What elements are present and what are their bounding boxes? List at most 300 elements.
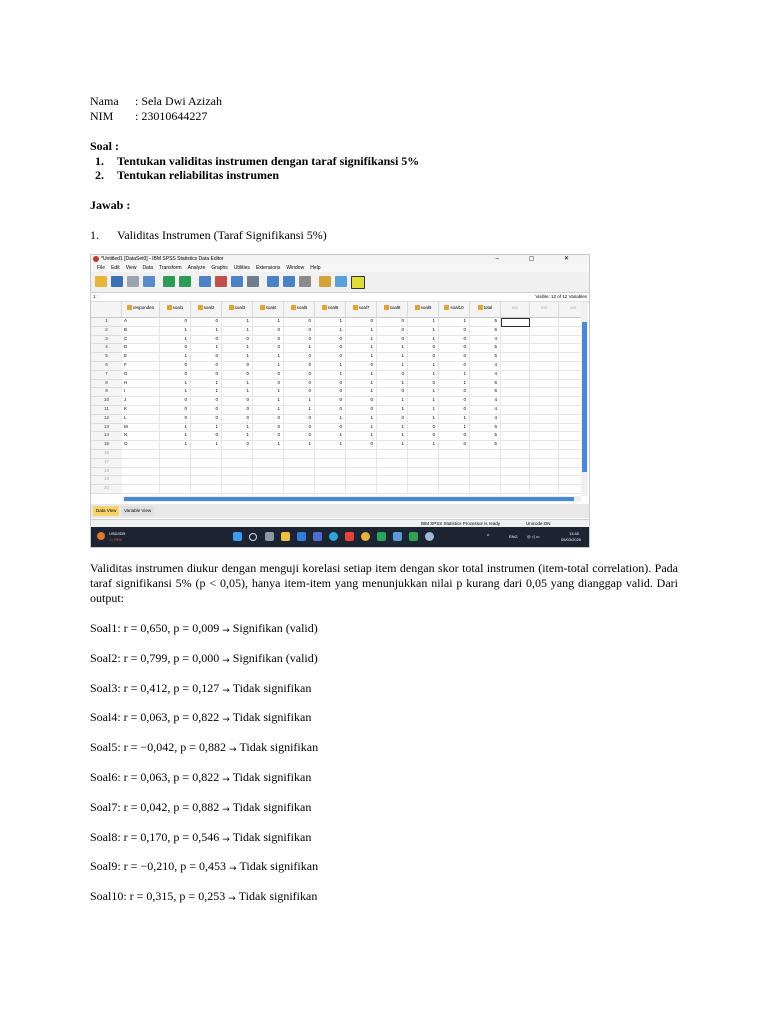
table-cell[interactable]: 0 <box>408 424 439 433</box>
table-cell[interactable]: 1 <box>284 397 315 406</box>
table-cell[interactable]: 0 <box>315 388 346 397</box>
table-cell[interactable] <box>470 485 501 494</box>
table-cell[interactable]: 0 <box>346 406 377 415</box>
table-cell[interactable] <box>315 450 346 459</box>
value-labels-icon[interactable] <box>335 276 347 287</box>
row-number[interactable]: 18 <box>91 468 122 477</box>
table-cell[interactable]: 0 <box>253 432 284 441</box>
row-number[interactable]: 10 <box>91 397 122 406</box>
table-cell[interactable]: 0 <box>346 318 377 327</box>
table-cell[interactable]: N <box>122 432 160 441</box>
table-cell[interactable]: 4 <box>470 371 501 380</box>
chrome-icon[interactable] <box>361 532 370 541</box>
table-cell[interactable] <box>530 397 559 406</box>
table-cell[interactable] <box>501 344 530 353</box>
table-cell[interactable]: 1 <box>253 406 284 415</box>
table-cell[interactable]: J <box>122 397 160 406</box>
table-cell[interactable]: 0 <box>253 371 284 380</box>
goto-case-icon[interactable] <box>199 276 211 287</box>
spss-taskbar-icon[interactable] <box>425 532 434 541</box>
menu-item-extensions[interactable]: Extensions <box>255 265 281 271</box>
table-cell[interactable]: 1 <box>253 388 284 397</box>
table-cell[interactable]: 0 <box>346 362 377 371</box>
table-cell[interactable] <box>470 459 501 468</box>
table-cell[interactable]: I <box>122 388 160 397</box>
table-cell[interactable]: 1 <box>439 380 470 389</box>
table-cell[interactable] <box>346 459 377 468</box>
table-cell[interactable] <box>284 485 315 494</box>
table-cell[interactable] <box>530 468 559 477</box>
table-cell[interactable] <box>501 415 530 424</box>
table-cell[interactable]: 0 <box>408 353 439 362</box>
table-cell[interactable]: 0 <box>222 362 253 371</box>
table-cell[interactable]: 1 <box>315 318 346 327</box>
table-cell[interactable]: G <box>122 371 160 380</box>
table-cell[interactable] <box>160 485 191 494</box>
table-cell[interactable]: 1 <box>160 441 191 450</box>
table-cell[interactable] <box>530 424 559 433</box>
row-number[interactable]: 2 <box>91 327 122 336</box>
menu-item-help[interactable]: Help <box>310 265 321 271</box>
table-cell[interactable] <box>408 450 439 459</box>
table-cell[interactable]: 0 <box>160 397 191 406</box>
table-cell[interactable] <box>530 318 559 327</box>
save-icon[interactable] <box>111 276 123 287</box>
table-cell[interactable] <box>122 476 160 485</box>
column-header-soal3[interactable] <box>222 302 253 318</box>
table-cell[interactable]: M <box>122 424 160 433</box>
table-cell[interactable] <box>530 432 559 441</box>
table-cell[interactable]: 1 <box>160 432 191 441</box>
table-cell[interactable]: 1 <box>253 362 284 371</box>
table-cell[interactable]: 1 <box>408 371 439 380</box>
tab-variable-view[interactable]: Variable View <box>121 506 154 516</box>
table-cell[interactable] <box>439 485 470 494</box>
table-cell[interactable]: 0 <box>191 415 222 424</box>
find-icon[interactable] <box>267 276 279 287</box>
menu-item-view[interactable]: View <box>125 265 137 271</box>
table-cell[interactable]: 0 <box>377 318 408 327</box>
table-cell[interactable] <box>377 450 408 459</box>
table-cell[interactable]: 6 <box>470 388 501 397</box>
table-cell[interactable]: 0 <box>191 406 222 415</box>
table-cell[interactable]: 1 <box>346 353 377 362</box>
table-cell[interactable]: 0 <box>439 441 470 450</box>
table-cell[interactable] <box>191 450 222 459</box>
table-cell[interactable]: 0 <box>284 327 315 336</box>
table-cell[interactable] <box>439 459 470 468</box>
table-cell[interactable] <box>191 459 222 468</box>
table-cell[interactable]: 0 <box>439 327 470 336</box>
table-cell[interactable]: 0 <box>191 397 222 406</box>
column-header-total[interactable] <box>470 302 501 318</box>
column-header-soal4[interactable] <box>253 302 284 318</box>
column-header-responden[interactable] <box>122 302 160 318</box>
table-cell[interactable]: 0 <box>222 441 253 450</box>
table-cell[interactable] <box>530 406 559 415</box>
row-number[interactable]: 13 <box>91 424 122 433</box>
table-cell[interactable]: 1 <box>315 371 346 380</box>
table-cell[interactable] <box>253 485 284 494</box>
task-view-icon[interactable] <box>265 532 274 541</box>
run-descriptives-icon[interactable] <box>247 276 259 287</box>
mail-icon[interactable] <box>297 532 306 541</box>
table-cell[interactable]: 1 <box>315 415 346 424</box>
table-cell[interactable] <box>253 450 284 459</box>
vertical-scroll-thumb[interactable] <box>582 322 587 472</box>
table-cell[interactable]: 1 <box>160 380 191 389</box>
horizontal-scrollbar[interactable] <box>122 496 581 502</box>
table-cell[interactable]: 1 <box>346 388 377 397</box>
table-cell[interactable]: 0 <box>191 318 222 327</box>
table-cell[interactable]: 1 <box>377 432 408 441</box>
menu-item-edit[interactable]: Edit <box>111 265 120 271</box>
table-cell[interactable] <box>501 380 530 389</box>
table-cell[interactable] <box>253 476 284 485</box>
table-cell[interactable]: 1 <box>284 406 315 415</box>
table-cell[interactable]: B <box>122 327 160 336</box>
table-cell[interactable]: 1 <box>439 318 470 327</box>
redo-icon[interactable] <box>179 276 191 287</box>
row-number[interactable]: 12 <box>91 415 122 424</box>
table-cell[interactable]: L <box>122 415 160 424</box>
table-cell[interactable]: 0 <box>408 344 439 353</box>
column-header-var[interactable] <box>530 302 559 318</box>
table-cell[interactable]: 5 <box>470 432 501 441</box>
menu-item-file[interactable]: File <box>97 265 106 271</box>
table-cell[interactable]: 1 <box>346 336 377 345</box>
table-cell[interactable]: 1 <box>160 353 191 362</box>
table-cell[interactable]: 4 <box>470 336 501 345</box>
table-cell[interactable]: 1 <box>191 327 222 336</box>
table-cell[interactable]: 0 <box>284 380 315 389</box>
table-cell[interactable]: 0 <box>222 406 253 415</box>
table-cell[interactable]: 0 <box>377 415 408 424</box>
table-cell[interactable] <box>470 476 501 485</box>
table-cell[interactable]: 0 <box>439 397 470 406</box>
table-cell[interactable] <box>501 424 530 433</box>
table-cell[interactable]: C <box>122 336 160 345</box>
table-cell[interactable]: 5 <box>470 318 501 327</box>
table-cell[interactable] <box>530 353 559 362</box>
table-cell[interactable]: 1 <box>191 424 222 433</box>
table-cell[interactable]: 1 <box>222 344 253 353</box>
table-cell[interactable]: 0 <box>253 380 284 389</box>
table-cell[interactable]: 1 <box>408 388 439 397</box>
table-cell[interactable]: F <box>122 362 160 371</box>
table-cell[interactable]: 1 <box>377 353 408 362</box>
table-cell[interactable] <box>439 468 470 477</box>
table-cell[interactable]: 1 <box>253 318 284 327</box>
table-cell[interactable]: 1 <box>439 424 470 433</box>
table-cell[interactable]: 1 <box>377 424 408 433</box>
row-number[interactable]: 11 <box>91 406 122 415</box>
row-number[interactable]: 6 <box>91 362 122 371</box>
table-cell[interactable]: 1 <box>191 388 222 397</box>
row-number[interactable]: 1 <box>91 318 122 327</box>
table-cell[interactable]: 1 <box>253 397 284 406</box>
table-cell[interactable]: 0 <box>191 353 222 362</box>
table-cell[interactable]: 0 <box>222 371 253 380</box>
table-cell[interactable]: 0 <box>408 432 439 441</box>
table-cell[interactable]: 0 <box>315 336 346 345</box>
table-cell[interactable]: 1 <box>346 344 377 353</box>
table-cell[interactable]: 0 <box>315 406 346 415</box>
table-cell[interactable]: 0 <box>377 371 408 380</box>
table-cell[interactable]: 1 <box>439 415 470 424</box>
spss-window-controls[interactable]: – ▢ ✕ <box>495 256 583 262</box>
table-cell[interactable]: 0 <box>346 397 377 406</box>
table-cell[interactable]: 0 <box>253 327 284 336</box>
dialog-recall-icon[interactable] <box>143 276 155 287</box>
row-number[interactable]: 4 <box>91 344 122 353</box>
split-file-icon[interactable] <box>299 276 311 287</box>
table-cell[interactable]: 1 <box>408 441 439 450</box>
table-cell[interactable] <box>191 476 222 485</box>
edge-icon[interactable] <box>329 532 338 541</box>
row-number[interactable]: 7 <box>91 371 122 380</box>
table-cell[interactable] <box>408 476 439 485</box>
table-cell[interactable] <box>501 371 530 380</box>
table-cell[interactable]: 1 <box>160 336 191 345</box>
table-cell[interactable]: A <box>122 318 160 327</box>
table-cell[interactable] <box>501 336 530 345</box>
table-cell[interactable] <box>122 468 160 477</box>
table-cell[interactable] <box>346 450 377 459</box>
table-cell[interactable] <box>501 485 530 494</box>
table-cell[interactable] <box>530 485 559 494</box>
table-cell[interactable] <box>222 468 253 477</box>
table-cell[interactable] <box>284 468 315 477</box>
table-cell[interactable] <box>253 468 284 477</box>
table-cell[interactable] <box>501 353 530 362</box>
table-cell[interactable]: 4 <box>470 415 501 424</box>
table-cell[interactable]: 1 <box>253 441 284 450</box>
table-cell[interactable]: 4 <box>470 406 501 415</box>
table-cell[interactable] <box>530 371 559 380</box>
table-cell[interactable]: 1 <box>346 415 377 424</box>
table-cell[interactable]: 1 <box>346 432 377 441</box>
table-cell[interactable]: 0 <box>377 336 408 345</box>
taskbar-lang[interactable]: ENG <box>509 534 518 539</box>
app-icon-3[interactable] <box>393 532 402 541</box>
table-cell[interactable]: 0 <box>439 353 470 362</box>
table-cell[interactable] <box>122 450 160 459</box>
print-icon[interactable] <box>127 276 139 287</box>
menu-item-utilities[interactable]: Utilities <box>233 265 250 271</box>
column-header-var[interactable] <box>501 302 530 318</box>
table-cell[interactable]: 1 <box>408 415 439 424</box>
table-cell[interactable]: 1 <box>377 380 408 389</box>
table-cell[interactable]: 0 <box>284 318 315 327</box>
table-cell[interactable] <box>501 327 530 336</box>
column-header-soal8[interactable] <box>377 302 408 318</box>
table-cell[interactable] <box>501 441 530 450</box>
row-number[interactable]: 9 <box>91 388 122 397</box>
table-cell[interactable] <box>222 476 253 485</box>
goto-variable-icon[interactable] <box>215 276 227 287</box>
table-cell[interactable] <box>122 485 160 494</box>
table-cell[interactable] <box>501 318 530 327</box>
table-cell[interactable] <box>222 485 253 494</box>
table-cell[interactable]: 0 <box>284 424 315 433</box>
table-cell[interactable] <box>315 459 346 468</box>
table-cell[interactable] <box>284 450 315 459</box>
table-cell[interactable]: 0 <box>439 362 470 371</box>
table-cell[interactable] <box>191 468 222 477</box>
column-header-soal9[interactable] <box>408 302 439 318</box>
table-cell[interactable] <box>530 380 559 389</box>
table-cell[interactable] <box>315 468 346 477</box>
table-cell[interactable] <box>253 459 284 468</box>
table-cell[interactable] <box>530 388 559 397</box>
table-cell[interactable]: 1 <box>284 441 315 450</box>
table-cell[interactable]: 4 <box>470 397 501 406</box>
table-cell[interactable] <box>377 476 408 485</box>
table-cell[interactable] <box>501 388 530 397</box>
spss-cell-editor[interactable] <box>91 293 589 302</box>
table-cell[interactable] <box>284 459 315 468</box>
table-cell[interactable] <box>222 459 253 468</box>
table-cell[interactable]: 0 <box>284 362 315 371</box>
table-cell[interactable]: 0 <box>315 353 346 362</box>
table-cell[interactable]: 1 <box>377 406 408 415</box>
table-cell[interactable]: 4 <box>470 362 501 371</box>
table-cell[interactable]: 0 <box>284 371 315 380</box>
table-cell[interactable] <box>501 432 530 441</box>
menu-item-analyze[interactable]: Analyze <box>187 265 206 271</box>
table-cell[interactable]: 0 <box>346 441 377 450</box>
table-cell[interactable]: 1 <box>160 388 191 397</box>
row-number[interactable]: 15 <box>91 441 122 450</box>
table-cell[interactable]: O <box>122 441 160 450</box>
column-header-soal2[interactable] <box>191 302 222 318</box>
table-cell[interactable]: 0 <box>191 336 222 345</box>
table-cell[interactable]: D <box>122 344 160 353</box>
table-cell[interactable]: 5 <box>470 353 501 362</box>
table-cell[interactable]: 1 <box>377 344 408 353</box>
table-cell[interactable]: 0 <box>284 432 315 441</box>
table-cell[interactable]: 1 <box>408 397 439 406</box>
table-cell[interactable] <box>315 485 346 494</box>
table-cell[interactable] <box>284 476 315 485</box>
table-cell[interactable]: 1 <box>315 441 346 450</box>
table-cell[interactable] <box>470 450 501 459</box>
table-cell[interactable]: 6 <box>470 327 501 336</box>
table-cell[interactable]: 0 <box>160 344 191 353</box>
table-cell[interactable]: 0 <box>253 336 284 345</box>
table-cell[interactable] <box>222 450 253 459</box>
table-cell[interactable] <box>530 415 559 424</box>
column-header-soal6[interactable] <box>315 302 346 318</box>
network-volume-icons[interactable]: ◎ ◁ ▭ <box>527 534 540 539</box>
vertical-scrollbar[interactable] <box>581 302 588 496</box>
table-cell[interactable]: 1 <box>346 327 377 336</box>
table-cell[interactable] <box>346 468 377 477</box>
table-cell[interactable]: 6 <box>470 380 501 389</box>
table-cell[interactable]: 1 <box>222 388 253 397</box>
table-cell[interactable]: 0 <box>315 344 346 353</box>
table-cell[interactable]: 6 <box>470 424 501 433</box>
search-icon[interactable] <box>249 533 257 541</box>
table-cell[interactable] <box>470 468 501 477</box>
table-cell[interactable]: 0 <box>222 397 253 406</box>
table-cell[interactable]: 0 <box>284 336 315 345</box>
store-icon[interactable] <box>313 532 322 541</box>
table-cell[interactable] <box>346 476 377 485</box>
table-cell[interactable] <box>315 476 346 485</box>
table-cell[interactable]: 1 <box>315 327 346 336</box>
table-cell[interactable]: 1 <box>439 371 470 380</box>
table-cell[interactable]: 1 <box>408 336 439 345</box>
weather-icon[interactable] <box>97 532 105 540</box>
table-cell[interactable]: 1 <box>160 424 191 433</box>
table-cell[interactable]: 1 <box>408 318 439 327</box>
row-number[interactable]: 16 <box>91 450 122 459</box>
table-cell[interactable]: 1 <box>191 441 222 450</box>
table-cell[interactable]: 0 <box>439 406 470 415</box>
table-cell[interactable]: 0 <box>253 424 284 433</box>
table-cell[interactable]: 0 <box>439 344 470 353</box>
table-cell[interactable] <box>408 459 439 468</box>
table-cell[interactable]: 1 <box>222 327 253 336</box>
row-number[interactable]: 20 <box>91 485 122 494</box>
table-cell[interactable] <box>377 468 408 477</box>
column-header-soal5[interactable] <box>284 302 315 318</box>
table-cell[interactable]: 0 <box>253 415 284 424</box>
table-cell[interactable]: 0 <box>377 388 408 397</box>
table-cell[interactable] <box>501 362 530 371</box>
table-cell[interactable] <box>122 459 160 468</box>
table-cell[interactable]: 1 <box>377 362 408 371</box>
table-cell[interactable]: 1 <box>346 424 377 433</box>
table-cell[interactable] <box>439 476 470 485</box>
table-cell[interactable]: 1 <box>222 380 253 389</box>
grid-corner[interactable] <box>91 302 122 318</box>
table-cell[interactable]: 5 <box>470 344 501 353</box>
column-header-soal7[interactable] <box>346 302 377 318</box>
app-icon-4[interactable] <box>409 532 418 541</box>
table-cell[interactable]: 1 <box>315 362 346 371</box>
table-cell[interactable]: 1 <box>222 318 253 327</box>
table-cell[interactable]: 1 <box>377 441 408 450</box>
table-cell[interactable]: 0 <box>222 415 253 424</box>
row-number[interactable]: 19 <box>91 476 122 485</box>
row-number[interactable]: 8 <box>91 380 122 389</box>
open-icon[interactable] <box>95 276 107 287</box>
table-cell[interactable]: 1 <box>377 397 408 406</box>
weight-cases-icon[interactable] <box>319 276 331 287</box>
variables-icon[interactable] <box>231 276 243 287</box>
table-cell[interactable]: 1 <box>191 344 222 353</box>
spss-data-grid[interactable] <box>91 302 581 496</box>
table-cell[interactable]: 1 <box>191 380 222 389</box>
table-cell[interactable]: 1 <box>408 327 439 336</box>
table-cell[interactable] <box>501 476 530 485</box>
chevron-up-icon[interactable]: ^ <box>487 534 490 540</box>
table-cell[interactable]: 0 <box>439 388 470 397</box>
table-cell[interactable] <box>160 468 191 477</box>
use-sets-icon[interactable] <box>351 276 365 289</box>
table-cell[interactable]: E <box>122 353 160 362</box>
column-header-soal10[interactable] <box>439 302 470 318</box>
table-cell[interactable]: 0 <box>315 397 346 406</box>
table-cell[interactable] <box>346 485 377 494</box>
menu-item-window[interactable]: Window <box>286 265 305 271</box>
table-cell[interactable]: 0 <box>160 318 191 327</box>
table-cell[interactable]: 1 <box>222 353 253 362</box>
row-number[interactable]: 5 <box>91 353 122 362</box>
